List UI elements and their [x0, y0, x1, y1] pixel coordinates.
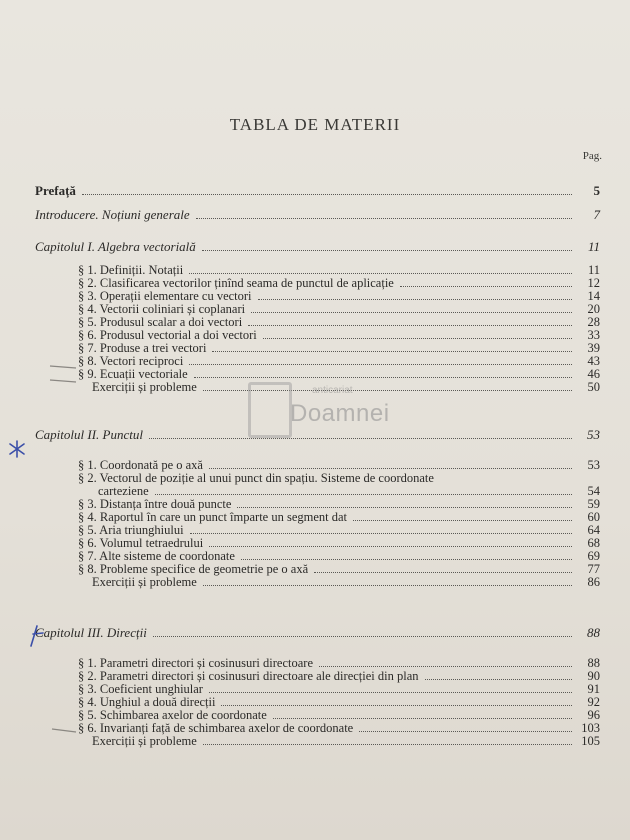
toc-item[interactable]: § 6. Invarianți față de schimbarea axelor de coordonate 103: [78, 721, 600, 735]
toc-item[interactable]: § 1. Definiții. Notații 11: [78, 263, 600, 277]
toc-item[interactable]: § 4. Unghiul a două direcții 92: [78, 695, 600, 709]
toc-item[interactable]: § 7. Produse a trei vectori 39: [78, 341, 600, 355]
toc-item[interactable]: § 1. Coordonată pe o axă 53: [78, 458, 600, 472]
page-title: TABLA DE MATERII: [229, 115, 401, 134]
toc-chapter-3[interactable]: Capitolul III. Direcții 88: [35, 625, 600, 640]
toc-entry-introducere[interactable]: Introducere. Noțiuni generale 7: [35, 207, 600, 222]
toc-item[interactable]: § 4. Vectorii coliniari și coplanari 20: [78, 302, 600, 316]
toc-item[interactable]: Exerciții și probleme 50: [92, 380, 600, 394]
toc-item[interactable]: § 2. Parametri directori și cosinusuri directoare ale direcției din plan 90: [78, 669, 600, 683]
page-column-label: Pag.: [582, 150, 602, 162]
toc-item[interactable]: § 2. Clasificarea vectorilor ținînd seama de punctul de aplicație 12: [78, 276, 600, 290]
toc-item[interactable]: § 5. Produsul scalar a doi vectori 28: [78, 315, 600, 329]
toc-item[interactable]: § 3. Operații elementare cu vectori 14: [78, 289, 600, 303]
toc-item[interactable]: § 8. Vectori reciproci 43: [78, 354, 600, 368]
toc-chapter-1[interactable]: Capitolul I. Algebra vectorială 11: [35, 239, 600, 254]
toc-item[interactable]: § 1. Parametri directori și cosinusuri directoare 88: [78, 656, 600, 670]
toc-item[interactable]: § 8. Probleme specifice de geometrie pe o axă 77: [78, 562, 600, 576]
dot-leader: [202, 240, 572, 251]
toc-item[interactable]: carteziene 54: [98, 484, 600, 498]
toc-item[interactable]: § 6. Produsul vectorial a doi vectori 33: [78, 328, 600, 342]
toc-item[interactable]: Exerciții și probleme 105: [92, 734, 600, 748]
dot-leader: [196, 208, 572, 219]
toc-item[interactable]: § 5. Aria triunghiului 64: [78, 523, 600, 537]
toc-item[interactable]: § 3. Distanța între două puncte 59: [78, 497, 600, 511]
toc-item[interactable]: Exerciții și probleme 86: [92, 575, 600, 589]
toc-item[interactable]: § 9. Ecuații vectoriale 46: [78, 367, 600, 381]
pencil-dash-mark-icon: [50, 724, 78, 736]
watermark-logo-icon: [248, 382, 292, 438]
dot-leader: [82, 184, 572, 195]
watermark-small-text: anticariat: [312, 385, 353, 396]
toc-chapter-2[interactable]: Capitolul II. Punctul 53: [35, 427, 600, 442]
watermark: [248, 382, 408, 440]
pen-tick-mark-icon: [28, 622, 46, 650]
toc-item[interactable]: § 3. Coeficient unghiular 91: [78, 682, 600, 696]
toc-item[interactable]: § 4. Raportul în care un punct împarte un segment dat 60: [78, 510, 600, 524]
dot-leader: [153, 626, 572, 637]
pencil-dash-marks-icon: [48, 358, 80, 386]
watermark-text: Doamnei: [290, 400, 390, 427]
toc-item[interactable]: § 7. Alte sisteme de coordonate 69: [78, 549, 600, 563]
toc-entry-prefata[interactable]: Prefață 5: [35, 183, 600, 198]
toc-item[interactable]: § 5. Schimbarea axelor de coordonate 96: [78, 708, 600, 722]
toc-item[interactable]: § 6. Volumul tetraedrului 68: [78, 536, 600, 550]
toc-item[interactable]: § 2. Vectorul de poziție al unui punct din spațiu. Sisteme de coordonate: [78, 471, 434, 485]
asterisk-pen-mark-icon: [6, 438, 28, 460]
